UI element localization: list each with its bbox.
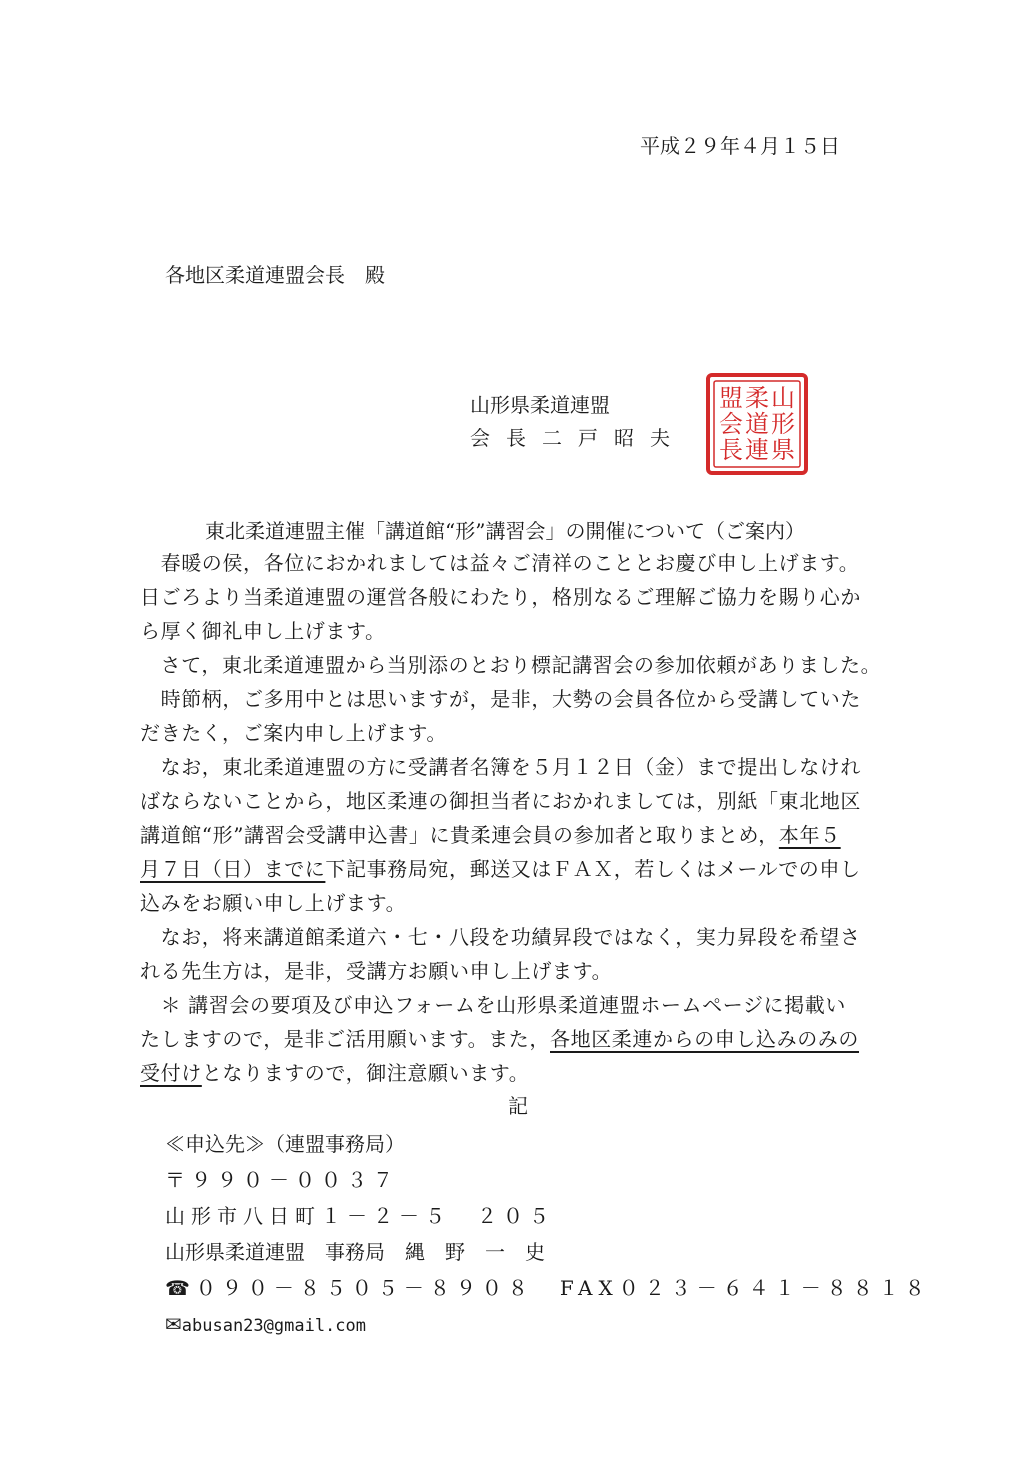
body-line: 春暖の侯，各位におかれましては益々ご清祥のこととお慶び申し上げます。 bbox=[140, 551, 860, 575]
body-line: だきたく，ご案内申し上げます。 bbox=[140, 721, 447, 745]
seal-glyph: 道 bbox=[745, 410, 769, 438]
official-seal-stamp bbox=[705, 372, 809, 476]
seal-glyph: 形 bbox=[771, 410, 795, 438]
body-line: 時節柄，ご多用中とは思いますが，是非，大勢の会員各位から受講していた bbox=[140, 687, 861, 711]
body-line: なお，東北柔道連盟の方に受講者名簿を５月１２日（金）まで提出しなけれ bbox=[140, 755, 861, 779]
seal-glyph: 連 bbox=[745, 436, 769, 464]
phone-fax-numbers: ０９０－８５０５－８９０８ FAX０２３－６４１－８８１８ bbox=[195, 1276, 931, 1300]
letter-body bbox=[140, 546, 900, 1090]
seal-glyph: 会 bbox=[719, 410, 743, 438]
email-address[interactable]: abusan23@gmail.com bbox=[181, 1316, 366, 1336]
deadline-underline: 月７日（日）までに bbox=[140, 857, 326, 881]
seal-glyph: 山 bbox=[771, 384, 795, 412]
body-text: となりますので，御注意願います。 bbox=[201, 1061, 530, 1085]
body-line: れる先生方は，是非，受講方お願い申し上げます。 bbox=[140, 959, 613, 983]
body-line: ら厚く御礼申し上げます。 bbox=[140, 619, 386, 643]
notice-underline: 受付け bbox=[140, 1061, 202, 1085]
body-line bbox=[140, 1022, 900, 1056]
telephone-icon: ☎ bbox=[165, 1276, 196, 1300]
recipient: 各地区柔道連盟会長 殿 bbox=[165, 263, 385, 287]
seal-glyph: 長 bbox=[719, 436, 743, 464]
office-contact: 山形県柔道連盟 事務局 縄 野 一 史 bbox=[165, 1240, 545, 1264]
postal-code: 〒９９０－００３７ bbox=[165, 1168, 399, 1192]
address-block bbox=[165, 1126, 931, 1342]
body-line: 込みをお願い申し上げます。 bbox=[140, 891, 407, 915]
body-line bbox=[140, 852, 900, 886]
notice-underline: 各地区柔連からの申し込みのみの bbox=[550, 1027, 859, 1051]
sender-name: 会長二戸昭夫 bbox=[470, 426, 686, 450]
body-line bbox=[140, 818, 900, 852]
body-line: さて，東北柔道連盟から当別添のとおり標記講習会の参加依頼がありました。 bbox=[140, 653, 882, 677]
seal-glyph: 県 bbox=[771, 436, 795, 464]
ki-heading: 記 bbox=[508, 1094, 528, 1118]
body-line: なお，将来講道館柔道六・七・八段を功績昇段ではなく，実力昇段を希望さ bbox=[140, 925, 861, 949]
body-line: 日ごろより当柔道連盟の運営各般にわたり，格別なるご理解ご協力を賜り心か bbox=[140, 585, 861, 609]
email-line bbox=[165, 1306, 931, 1342]
letter-subject: 東北柔道連盟主催「講道館“形”講習会」の開催について（ご案内） bbox=[205, 519, 806, 543]
seal-glyph: 盟 bbox=[719, 384, 743, 412]
deadline-underline: 本年５ bbox=[778, 823, 841, 847]
address-heading: ≪申込先≫（連盟事務局） bbox=[165, 1132, 405, 1156]
body-text: 下記事務局宛，郵送又はＦＡＸ，若しくはメールでの申し bbox=[325, 857, 861, 881]
body-line: ＊ 講習会の要項及び申込フォームを山形県柔道連盟ホームページに掲載い bbox=[140, 993, 846, 1017]
body-line bbox=[140, 1056, 900, 1090]
street-address: 山形市八日町１－２－５ ２０５ bbox=[165, 1204, 555, 1228]
body-text: たしますので，是非ご活用願います。また， bbox=[140, 1027, 550, 1051]
phone-line bbox=[165, 1270, 931, 1306]
letter-date: 平成２９年４月１５日 bbox=[640, 134, 840, 158]
body-text: 講道館“形”講習会受講申込書」に貴柔連会員の参加者と取りまとめ， bbox=[140, 823, 779, 847]
envelope-icon: ✉ bbox=[165, 1312, 182, 1336]
body-line: ばならないことから，地区柔連の御担当者におかれましては，別紙「東北地区 bbox=[140, 789, 861, 813]
seal-glyph: 柔 bbox=[745, 384, 769, 412]
sender-organization: 山形県柔道連盟 bbox=[470, 393, 610, 417]
